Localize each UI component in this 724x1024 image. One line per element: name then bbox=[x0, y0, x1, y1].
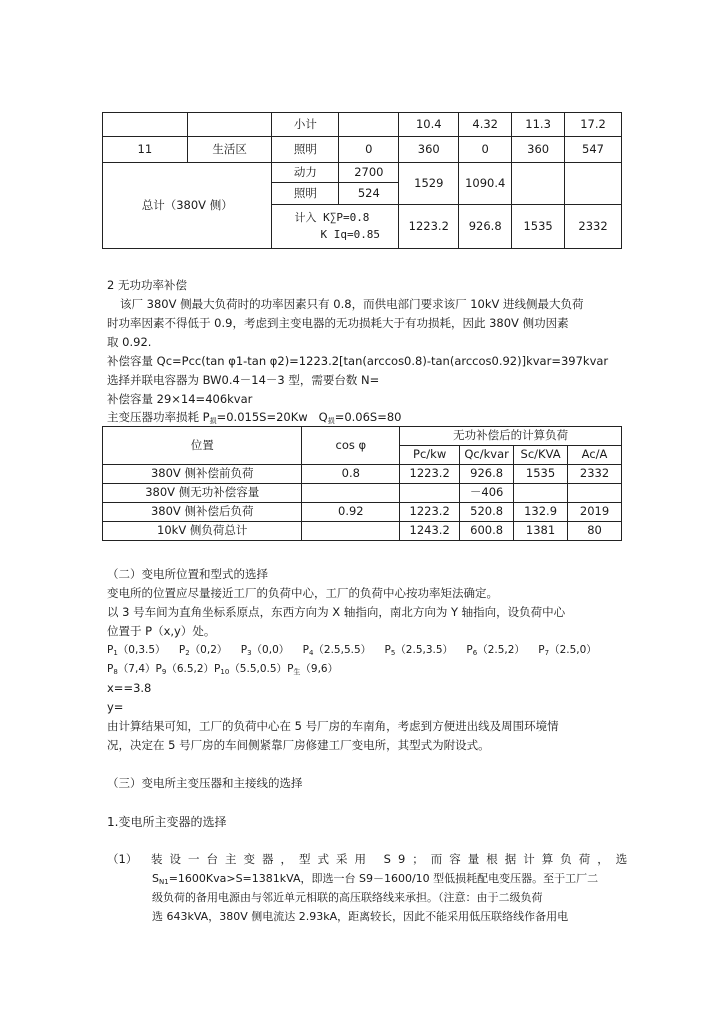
cell: 照明 bbox=[272, 137, 339, 163]
point-item: $P_5(2.5,3.5)$ bbox=[384, 644, 454, 657]
cell: 11 bbox=[103, 137, 188, 163]
table-row: 10kV 侧负荷总计 1243.2 600.8 1381 80 bbox=[103, 522, 622, 541]
cell: 2332 bbox=[565, 205, 622, 249]
point-item: $P_8(7,4)$ bbox=[107, 663, 156, 676]
cell: 0 bbox=[339, 137, 399, 163]
cell: 1223.2 bbox=[399, 205, 459, 249]
cell: 17.2 bbox=[565, 113, 622, 137]
table-row: 380V 侧无功补偿容量 －406 bbox=[103, 484, 622, 503]
point-item: $P_3(0,0)$ bbox=[240, 644, 290, 657]
point-item: $P_2(0,2)$ bbox=[178, 644, 228, 657]
item-line: 级负荷的备用电源由与邻近单元相联的高压联络线来承担。（注意：由于二级负荷 bbox=[152, 891, 543, 904]
x-result: x==3.8 bbox=[107, 681, 152, 695]
table-row bbox=[103, 137, 622, 163]
cell: 2700 bbox=[339, 163, 399, 183]
k-line-2: K Iq=0.85 bbox=[320, 227, 381, 241]
k-line-1: 计入 K∑P=0.8 bbox=[294, 211, 370, 224]
header-group: 无功补偿后的计算负荷 bbox=[400, 427, 622, 446]
compensation-table bbox=[102, 426, 622, 541]
header-position: 位置 bbox=[103, 427, 302, 465]
section-heading: （三）变电所主变压器和主接线的选择 bbox=[107, 776, 303, 790]
item-line: $S_{N1}=1600Kva>S=1381kVA$，即选一台 S9－1600/10 型低损耗配电变压器。至于工厂二 bbox=[152, 872, 599, 886]
item-line: 选 643kVA，380V 侧电流达 2.93kA，距离较长，因此不能采用低压联络线作备用电 bbox=[152, 910, 569, 923]
points-line-1 bbox=[107, 644, 597, 657]
y-result: y= bbox=[107, 700, 124, 714]
header-cos: cos φ bbox=[302, 427, 400, 465]
compensation-line: 补偿容量 29×14=406kvar bbox=[107, 392, 253, 406]
cell: 1535 bbox=[512, 205, 565, 249]
cell: 生活区 bbox=[187, 137, 272, 163]
point-item: $P_7(2.5,0)$ bbox=[538, 644, 597, 657]
section-heading: 2 无功功率补偿 bbox=[107, 278, 187, 292]
table-row bbox=[103, 163, 622, 183]
table-row: 380V 侧补偿前负荷 0.8 1223.2 926.8 1535 2332 bbox=[103, 465, 622, 484]
cell bbox=[339, 113, 399, 137]
paragraph-line: 时功率因素不得低于 0.9，考虑到主变电器的无功损耗大于有功损耗，因此 380V 侧功因素 bbox=[107, 316, 569, 330]
k-factor-cell bbox=[272, 205, 399, 249]
cell: 524 bbox=[339, 183, 399, 205]
cell: 动力 bbox=[272, 163, 339, 183]
paragraph-line: 以 3 号车间为直角坐标系原点，东西方向为 X 轴指向，南北方向为 Y 轴指向，设负荷中心 bbox=[107, 605, 566, 619]
header-qc: Qc/kvar bbox=[460, 446, 514, 465]
point-item: $P_9(6.5,2)$ bbox=[155, 663, 215, 676]
section-heading: （二）变电所位置和型式的选择 bbox=[107, 567, 268, 581]
capacitor-line: 选择并联电容器为 BW0.4－14－3 型，需要台数 N= bbox=[107, 373, 380, 387]
header-ac: Ac/A bbox=[568, 446, 622, 465]
cell: 1090.4 bbox=[459, 163, 512, 205]
paragraph-line: 况，决定在 5 号厂房的车间侧紧靠厂房修建工厂变电所，其型式为附设式。 bbox=[107, 738, 490, 752]
table-row bbox=[103, 113, 622, 137]
cell: 926.8 bbox=[459, 205, 512, 249]
cell: 照明 bbox=[272, 183, 339, 205]
cell: 1529 bbox=[399, 163, 459, 205]
load-summary-table bbox=[102, 112, 622, 249]
point-item: $P_6(2.5,2)$ bbox=[466, 644, 525, 657]
loss-line: 主变压器功率损耗 $P_损=0.015S=20Kw$ $Q_损=0.06S=80$ bbox=[107, 410, 402, 425]
point-item: $P_4(2.5,5.5)$ bbox=[302, 644, 372, 657]
paragraph-line: 变电所的位置应尽量接近工厂的负荷中心，工厂的负荷中心按功率矩法确定。 bbox=[107, 586, 498, 600]
paragraph-line: 该厂 380V 侧最大负荷时的功率因素只有 0.8，而供电部门要求该厂 10kV 进线侧最大负荷 bbox=[120, 297, 584, 311]
table-header-row bbox=[103, 427, 622, 446]
cell: 小计 bbox=[272, 113, 339, 137]
paragraph-line: 位置于 P（x,y）处。 bbox=[107, 624, 216, 638]
cell: 11.3 bbox=[512, 113, 565, 137]
formula-line: 补偿容量 Qc=Pcc(tan φ1-tan φ2)=1223.2[tan(arccos0.8)-tan(arccos0.92)]kvar=397kvar bbox=[107, 354, 609, 368]
cell: 4.32 bbox=[459, 113, 512, 137]
paragraph-line: 取 0.92. bbox=[107, 335, 152, 349]
cell: 0 bbox=[459, 137, 512, 163]
point-item: $P_{10}(5.5,0.5)$ bbox=[214, 663, 288, 676]
header-pc: Pc/kw bbox=[400, 446, 460, 465]
points-line-2 bbox=[107, 663, 338, 676]
cell: 10.4 bbox=[399, 113, 459, 137]
subsection-heading: 1.变电所主变器的选择 bbox=[107, 815, 227, 829]
point-item: $P_1(0,3.5)$ bbox=[107, 644, 166, 657]
item-number: （1） bbox=[107, 852, 138, 866]
total-label: 总计（380V 侧） bbox=[103, 163, 272, 249]
item-line: （1） 装设一台主变器，型式采用 S9；而容量根据计算负荷，选 bbox=[107, 852, 635, 866]
paragraph-line: 由计算结果可知，工厂的负荷中心在 5 号厂房的车南角，考虑到方便进出线及周围环境情 bbox=[107, 719, 559, 733]
table-row: 380V 侧补偿后负荷 0.92 1223.2 520.8 132.9 2019 bbox=[103, 503, 622, 522]
cell: 360 bbox=[512, 137, 565, 163]
header-sc: Sc/KVA bbox=[514, 446, 568, 465]
cell: 547 bbox=[565, 137, 622, 163]
cell: 360 bbox=[399, 137, 459, 163]
point-item: $P_生(9,6)$ bbox=[287, 663, 339, 676]
